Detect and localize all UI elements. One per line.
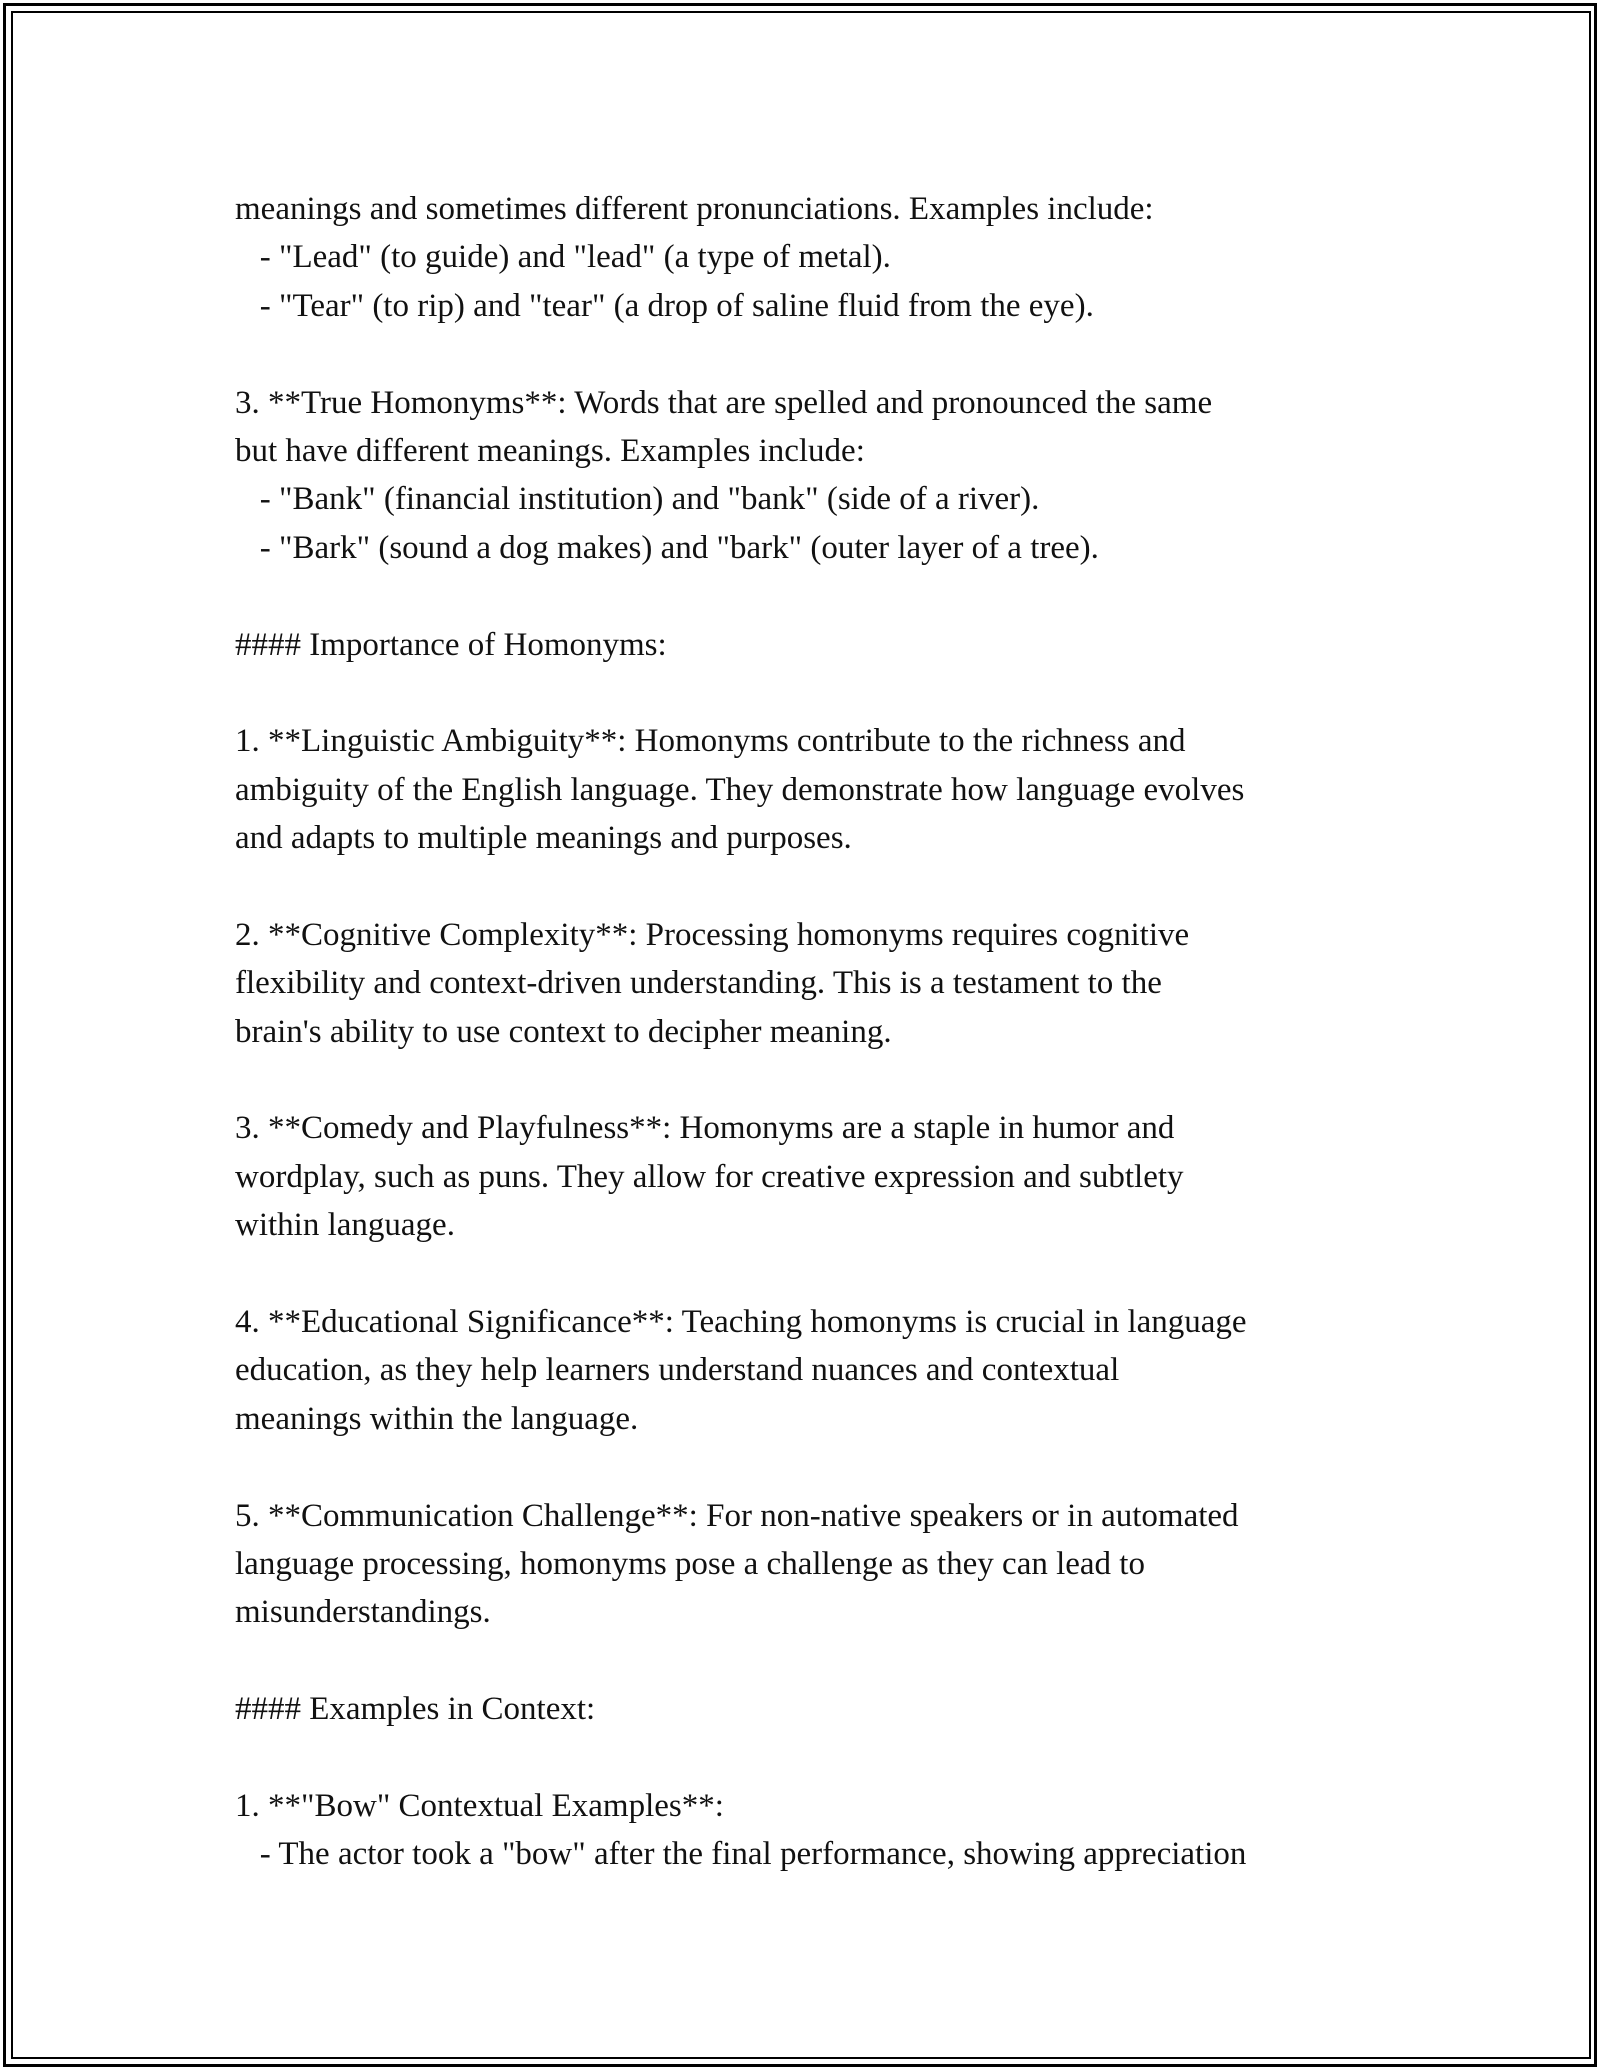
text-line: meanings within the language. bbox=[235, 1400, 639, 1437]
text-line: misunderstandings. bbox=[235, 1594, 491, 1631]
blank-line bbox=[235, 572, 1385, 620]
text-line: education, as they help learners understand nuances and contextual bbox=[235, 1352, 1120, 1389]
text-line: 1. **Linguistic Ambiguity**: Homonyms contribute to the richness and bbox=[235, 723, 1186, 760]
blank-line bbox=[235, 1637, 1385, 1685]
text-line: flexibility and context-driven understanding. This is a testament to the bbox=[235, 965, 1162, 1002]
blank-line bbox=[235, 862, 1385, 910]
text-line: 3. **Comedy and Playfulness**: Homonyms are a staple in humor and bbox=[235, 1110, 1175, 1147]
text-line: within language. bbox=[235, 1207, 455, 1244]
blank-line bbox=[235, 330, 1385, 378]
text-line: - "Tear" (to rip) and "tear" (a drop of saline fluid from the eye). bbox=[235, 287, 1094, 324]
text-line: language processing, homonyms pose a challenge as they can lead to bbox=[235, 1545, 1145, 1582]
text-line: 3. **True Homonyms**: Words that are spelled and pronounced the same bbox=[235, 384, 1213, 421]
text-line: - The actor took a "bow" after the final performance, showing appreciation bbox=[235, 1836, 1247, 1873]
text-line: 4. **Educational Significance**: Teaching homonyms is crucial in language bbox=[235, 1303, 1247, 1340]
blank-line bbox=[235, 669, 1385, 717]
text-line: - "Lead" (to guide) and "lead" (a type of metal). bbox=[235, 239, 891, 276]
text-line: - "Bank" (financial institution) and "bank" (side of a river). bbox=[235, 481, 1040, 518]
blank-line bbox=[235, 1250, 1385, 1298]
text-line: and adapts to multiple meanings and purposes. bbox=[235, 820, 852, 857]
text-line: but have different meanings. Examples include: bbox=[235, 432, 865, 469]
text-line: 2. **Cognitive Complexity**: Processing homonyms requires cognitive bbox=[235, 916, 1190, 953]
blank-line bbox=[235, 1443, 1385, 1491]
text-line: #### Importance of Homonyms: bbox=[235, 626, 667, 663]
blank-line bbox=[235, 1056, 1385, 1104]
blank-line bbox=[235, 1734, 1385, 1782]
text-line: - "Bark" (sound a dog makes) and "bark" (outer layer of a tree). bbox=[235, 529, 1099, 566]
text-line: wordplay, such as puns. They allow for creative expression and subtlety bbox=[235, 1158, 1184, 1195]
text-line: brain's ability to use context to decipher meaning. bbox=[235, 1013, 892, 1050]
text-line: 1. **"Bow" Contextual Examples**: bbox=[235, 1787, 724, 1824]
text-line: meanings and sometimes different pronunciations. Examples include: bbox=[235, 191, 1154, 227]
text-line: ambiguity of the English language. They demonstrate how language evolves bbox=[235, 771, 1245, 808]
text-line: 5. **Communication Challenge**: For non-native speakers or in automated bbox=[235, 1497, 1239, 1534]
document-body bbox=[235, 185, 1385, 1879]
text-line: #### Examples in Context: bbox=[235, 1691, 596, 1728]
